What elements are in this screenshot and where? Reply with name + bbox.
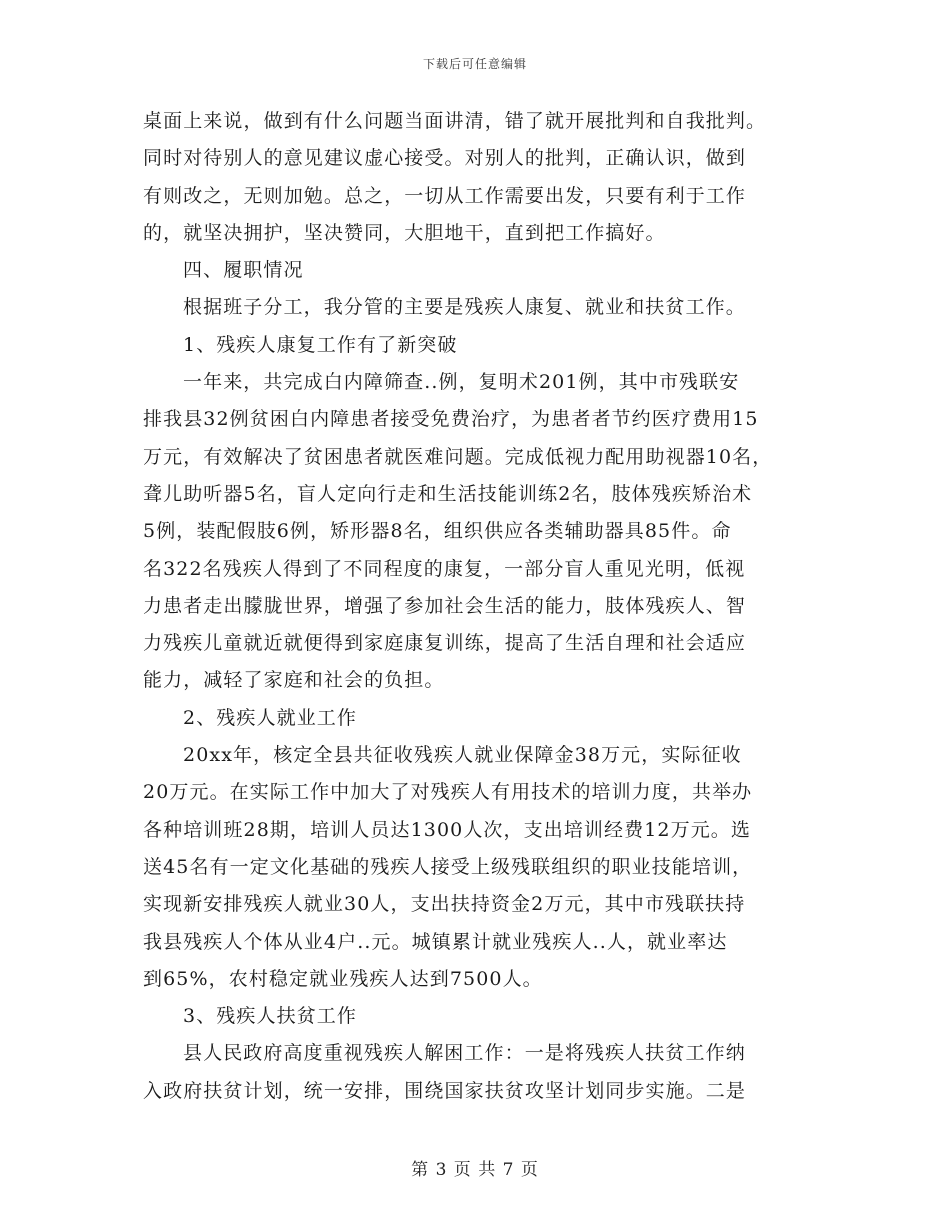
- text-line: 各种培训班28期，培训人员达1300人次，支出培训经费12万元。选: [143, 818, 752, 841]
- text-line: 20万元。在实际工作中加大了对残疾人有用技术的培训力度，共举办: [143, 781, 753, 804]
- document-body: [143, 103, 811, 1110]
- text-line: 同时对待别人的意见建议虚心接受。对别人的批判，正确认识，做到: [143, 147, 747, 170]
- text-line: 四、履职情况: [183, 259, 304, 282]
- text-line: 能力，减轻了家庭和社会的负担。: [143, 669, 445, 692]
- text-line: 1、残疾人康复工作有了新突破: [183, 333, 458, 356]
- text-line: 到65%，农村稳定就业残疾人达到7500人。: [143, 967, 543, 990]
- text-line: 3、残疾人扶贫工作: [183, 1005, 357, 1028]
- text-line: 的，就坚决拥护，坚决赞同，大胆地干，直到把工作搞好。: [143, 221, 666, 244]
- text-line: 名322名残疾人得到了不同程度的康复，一部分盲人重见光明，低视: [143, 557, 746, 580]
- text-line: 入政府扶贫计划，统一安排，围绕国家扶贫攻坚计划同步实施。二是: [143, 1079, 747, 1102]
- text-line: 有则改之，无则加勉。总之，一切从工作需要出发，只要有利于工作: [143, 184, 747, 207]
- text-line: 送45名有一定文化基础的残疾人接受上级残联组织的职业技能培训，: [143, 855, 753, 878]
- text-line: 聋儿助听器5名，盲人定向行走和生活技能训练2名，肢体残疾矫治术: [143, 482, 753, 505]
- text-line: 2、残疾人就业工作: [183, 706, 357, 729]
- text-line: 县人民政府高度重视残疾人解困工作：一是将残疾人扶贫工作纳: [183, 1042, 746, 1065]
- text-line: 我县残疾人个体从业4户..元。城镇累计就业残疾人..人，就业率达: [143, 930, 728, 953]
- text-line: 力残疾儿童就近就便得到家庭康复训练，提高了生活自理和社会适应: [143, 632, 747, 655]
- page-footer: 第 3 页 共 7 页: [411, 1160, 539, 1180]
- text-line: 5例，装配假肢6例，矫形器8名，组织供应各类辅助器具85件。命: [143, 520, 732, 543]
- page-header: 下载后可任意编辑: [422, 57, 527, 71]
- text-line: 实现新安排残疾人就业30人，支出扶持资金2万元，其中市残联扶持: [143, 893, 746, 916]
- text-line: 桌面上来说，做到有什么问题当面讲清，错了就开展批判和自我批判。: [143, 110, 767, 132]
- text-line: 一年来，共完成白内障筛查..例，复明术201例，其中市残联安: [183, 371, 740, 394]
- text-line: 万元，有效解决了贫困患者就医难问题。完成低视力配用助视器10名，: [143, 445, 773, 468]
- text-line: 力患者走出朦胧世界，增强了参加社会生活的能力，肢体残疾人、智: [143, 594, 747, 617]
- text-line: 根据班子分工，我分管的主要是残疾人康复、就业和扶贫工作。: [183, 296, 746, 319]
- text-line: 20xx年，核定全县共征收残疾人就业保障金38万元，实际征收: [183, 744, 742, 767]
- text-line: 排我县32例贫困白内障患者接受免费治疗，为患者者节约医疗费用15: [143, 408, 759, 431]
